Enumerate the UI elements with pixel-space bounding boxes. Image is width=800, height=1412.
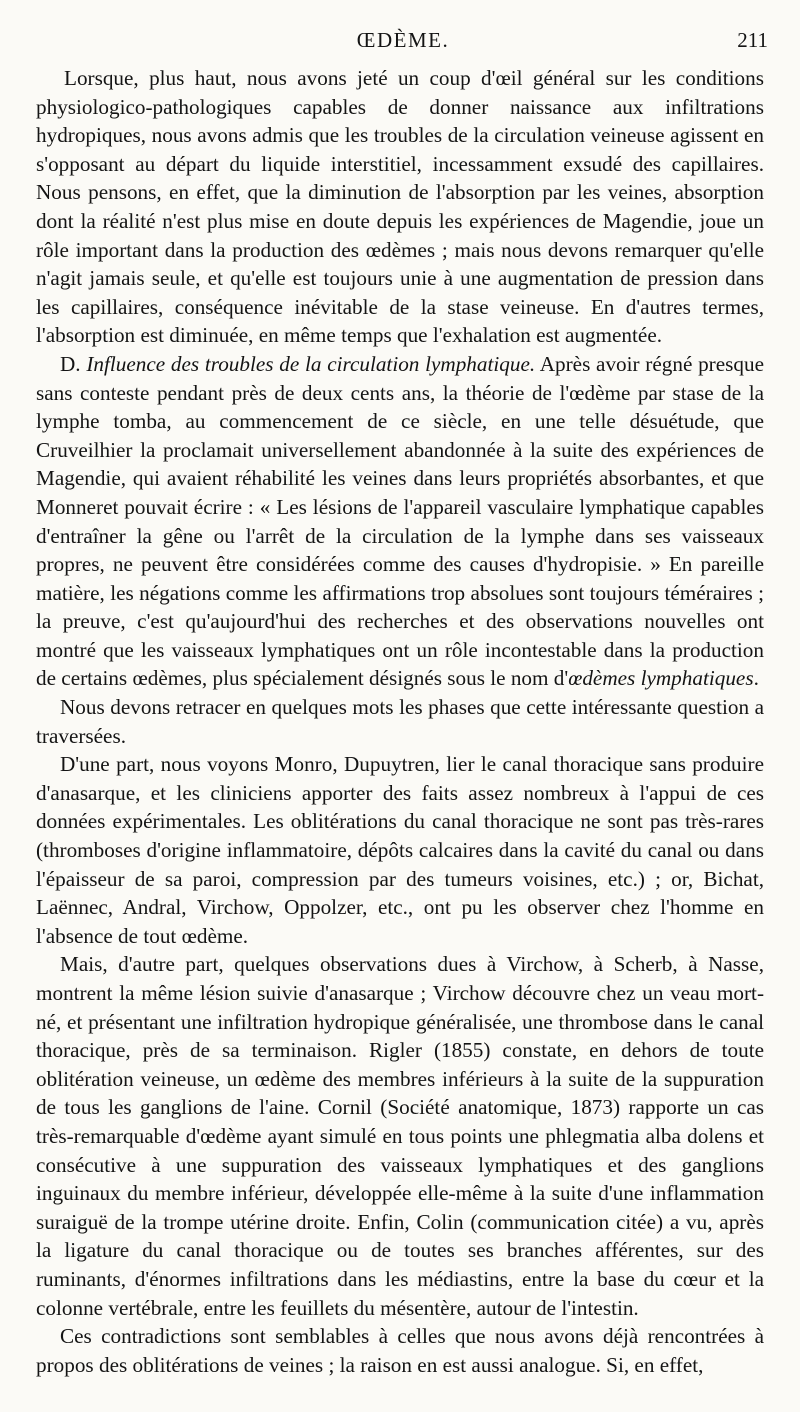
section-text-end: . [753,666,759,691]
paragraph-first-view: D'une part, nous voyons Monro, Dupuytren, lier le canal thoracique sans produire d'anasarque, et les cliniciens apporter des faits assez nombreux à l'appui de ces données expérimentales. Les oblitérations du canal thoracique ne sont pas très-rares (thromboses d'origine inflammatoire, dépôts calcaires dans la cavité du canal ou dans l'épaisseur de sa paroi, compression par des tumeurs voisines, etc.) ; or, Bichat, Laënnec, Andral, Virchow, Oppolzer, etc., ont pu les observer chez l'homme en l'absence de tout œdème. [36,752,764,948]
section-label: D. [60,351,81,376]
paragraph-phases: Nous devons retracer en quelques mots les phases que cette intéressante question a traversées. [36,695,764,748]
section-heading: Influence des troubles de la circulation lymphatique. [86,351,536,376]
section-text: Après avoir régné presque sans conteste pendant près de deux cents ans, la théorie de l'œdème par stase de la lymphe tomba, au commencement de ce siècle, en une telle désuétude, que Cruveilhier la proclamait universellement abandonnée à la suite des expériences de Magendie, qui avaient réhabilité les veines dans leurs propriétés absorbantes, et que Monneret pouvait écrire : « Les lésions de l'appareil vasculaire lymphatique capables d'entraîner la gêne ou l'arrêt de la circulation de la lymphe dans ses vaisseaux propres, ne peuvent être considérées comme des causes d'hydropisie. » En pareille matière, les négations comme les affirmations trop absolues sont toujours téméraires ; la preuve, c'est qu'aujourd'hui des recherches et des observations nouvelles ont montré que les vaisseaux lymphatiques ont un rôle incontestable dans la production de certains œdèmes, plus spécialement désignés sous le nom d' [36,351,764,691]
running-title: ŒDÈME. [356,28,450,52]
paragraph-venous-absorption: Lorsque, plus haut, nous avons jeté un coup d'œil général sur les conditions physiologico-pathologiques capables de donner naissance aux infiltrations hydropiques, nous avons admis que les troubles de la circulation veineuse agissent en s'opposant au départ du liquide interstitiel, incessamment exsudé des capillaires. Nous pensons, en effet, que la diminution de l'absorption par les veines, absorption dont la réalité n'est plus mise en doute depuis les expériences de Magendie, joue un rôle important dans la production des œdèmes ; mais nous devons remarquer qu'elle n'agit jamais seule, et qu'elle est toujours unie à une augmentation de pression dans les capillaires, conséquence inévitable de la stase veineuse. En d'autres termes, l'absorption est diminuée, en même temps que l'exhalation est augmentée. [36,66,764,348]
page-header [38,28,768,58]
italic-term: œdèmes lymphatiques [568,666,754,691]
paragraph-second-view: Mais, d'autre part, quelques observations dues à Virchow, à Scherb, à Nasse, montrent la même lésion suivie d'anasarque ; Virchow découvre chez un veau mort-né, et présentant une infiltration hydropique généralisée, une thrombose dans le canal thoracique, près de sa terminaison. Rigler (1855) constate, en dehors de toute oblitération veineuse, un œdème des membres inférieurs à la suite de la suppuration de tous les ganglions de l'aine. Cornil (Société anatomique, 1873) rapporte un cas très-remarquable d'œdème ayant simulé en tous points une phlegmatia alba dolens et consécutive à une suppuration des vaisseaux lymphatiques et des ganglions inguinaux du membre inférieur, développée elle-même à la suite d'une inflammation suraiguë de la trompe utérine droite. Enfin, Colin (communication citée) a vu, après la ligature du canal thoracique ou de toutes ses branches afférentes, sur des ruminants, d'énormes infiltrations dans les médiastins, entre la base du cœur et la colonne vertébrale, entre les feuillets du mésentère, autour de l'intestin. [36,952,764,1320]
page-body [36,64,764,1379]
paragraph-contradictions: Ces contradictions sont semblables à celles que nous avons déjà rencontrées à propos des oblitérations de veines ; la raison en est aussi analogue. Si, en effet, [36,1324,764,1377]
paragraph-lymphatic-section [36,350,764,693]
page-number: 211 [737,28,768,52]
